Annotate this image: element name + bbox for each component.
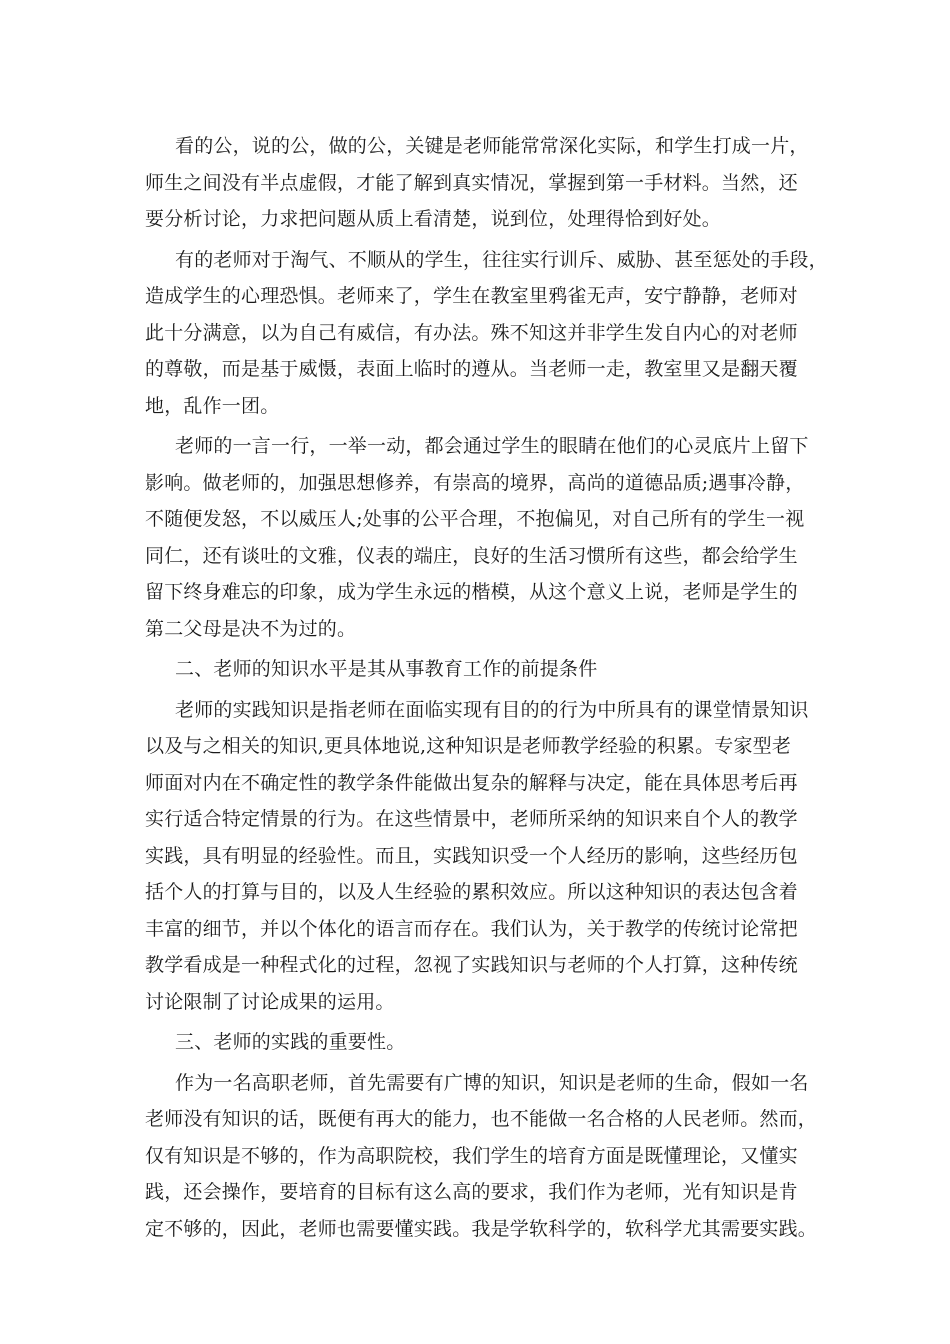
- text-line: 仅有知识是不够的，作为高职院校，我们学生的培育方面是既懂理论，又懂实: [145, 1144, 798, 1167]
- body-paragraph: [145, 428, 810, 647]
- document-body: [145, 128, 828, 1251]
- text-line: 三、老师的实践的重要性。: [175, 1031, 406, 1053]
- body-paragraph: [145, 242, 828, 425]
- text-line: 老师的一言一行，一举一动，都会通过学生的眼睛在他们的心灵底片上留下: [175, 435, 809, 457]
- text-line: 师面对内在不确定性的教学条件能做出复杂的解释与决定，能在具体思考后再: [145, 771, 798, 794]
- text-line: 实践，具有明显的经验性。而且，实践知识受一个人经历的影响，这些经历包: [145, 844, 798, 867]
- text-line: 实行适合特定情景的行为。在这些情景中，老师所采纳的知识来自个人的教学: [145, 808, 798, 830]
- body-paragraph: [145, 1065, 818, 1248]
- text-line: 有的老师对于淘气、不顺从的学生，往往实行训斥、威胁、甚至惩处的手段，: [175, 248, 828, 271]
- text-line: 影响。做老师的，加强思想修养，有崇高的境界，高尚的道德品质;遇事冷静，: [145, 471, 805, 494]
- text-line: 定不够的，因此，老师也需要懂实践。我是学软科学的，软科学尤其需要实践。: [145, 1217, 818, 1240]
- text-line: 老师没有知识的话，既便有再大的能力，也不能做一名合格的人民老师。然而，: [145, 1108, 818, 1130]
- body-paragraph: [145, 692, 810, 1021]
- text-line: 留下终身难忘的印象，成为学生永远的楷模，从这个意义上说，老师是学生的: [145, 581, 798, 603]
- text-line: 此十分满意，以为自己有威信，有办法。殊不知这并非学生发自内心的对老师: [145, 321, 798, 344]
- text-line: 造成学生的心理恐惧。老师来了，学生在教室里鸦雀无声，安宁静静，老师对: [145, 285, 798, 307]
- body-paragraph: [145, 128, 810, 238]
- text-line: 践，还会操作，要培育的目标有这么高的要求，我们作为老师，光有知识是肯: [145, 1181, 798, 1203]
- text-line: 以及与之相关的知识,更具体地说,这种知识是老师教学经验的积累。专家型老: [145, 735, 792, 757]
- section-heading: [145, 651, 810, 688]
- text-line: 同仁，还有谈吐的文雅，仪表的端庄，良好的生活习惯所有这些，都会给学生: [145, 544, 798, 567]
- text-line: 的尊敬，而是基于威慑，表面上临时的遵从。当老师一走，教室里又是翻天覆: [145, 358, 798, 380]
- text-line: 师生之间没有半点虚假，才能了解到真实情况，掌握到第一手材料。当然，还: [145, 171, 798, 194]
- text-line: 地，乱作一团。: [145, 394, 280, 417]
- text-line: 第二父母是决不为过的。: [145, 617, 357, 640]
- text-line: 老师的实践知识是指老师在面临实现有目的的行为中所具有的课堂情景知识: [175, 698, 809, 721]
- text-line: 讨论限制了讨论成果的运用。: [145, 990, 395, 1013]
- text-line: 教学看成是一种程式化的过程，忽视了实践知识与老师的个人打算，这种传统: [145, 954, 798, 976]
- text-line: 看的公，说的公，做的公，关键是老师能常常深化实际，和学生打成一片，: [175, 135, 809, 157]
- text-line: 二、老师的知识水平是其从事教育工作的前提条件: [175, 658, 598, 680]
- text-line: 要分析讨论，力求把问题从质上看清楚，说到位，处理得恰到好处。: [145, 208, 722, 230]
- text-line: 括个人的打算与目的，以及人生经验的累积效应。所以这种知识的表达包含着: [145, 881, 798, 903]
- section-heading: [145, 1024, 810, 1061]
- text-line: 作为一名高职老师，首先需要有广博的知识，知识是老师的生命，假如一名: [175, 1071, 809, 1094]
- text-line: 丰富的细节，并以个体化的语言而存在。我们认为，关于教学的传统讨论常把: [145, 917, 798, 940]
- text-line: 不随便发怒，不以威压人;处事的公平合理，不抱偏见，对自己所有的学生一视: [145, 508, 805, 530]
